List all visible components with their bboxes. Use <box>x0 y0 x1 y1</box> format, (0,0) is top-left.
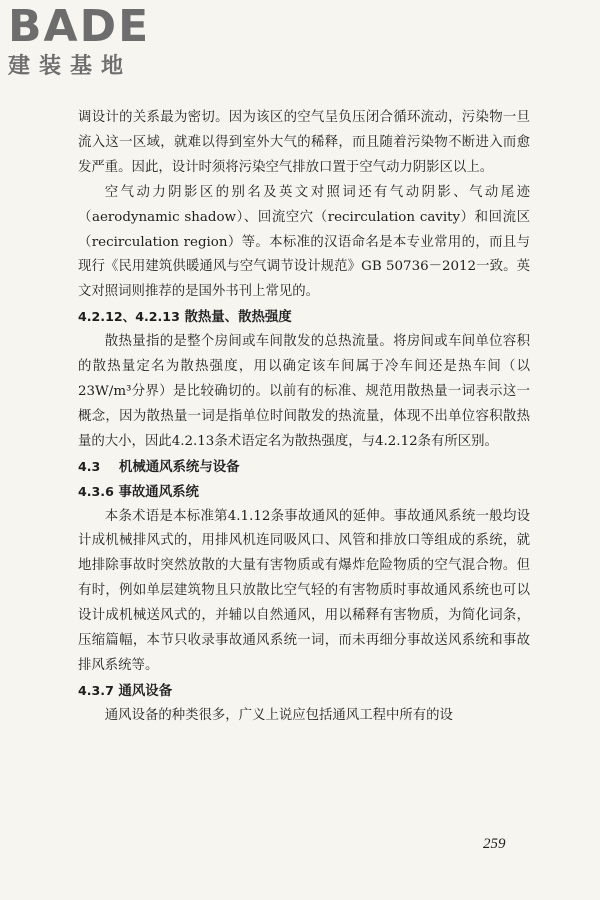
section-heading-4-3-7 <box>78 679 530 704</box>
paragraph-ventilation-equipment: 通风设备的种类很多，广义上说应包括通风工程中所有的设 <box>104 707 453 723</box>
page-number: 259 <box>483 836 506 852</box>
logo-brand: BADE <box>8 1 151 52</box>
paragraph-heat-release: 散热量指的是整个房间或车间散发的总热流量。将房间或车间单位容积的散热量定名为散热强度，用以确定该车间属于冷车间还是热车间（以23W/m³分界）是比较确切的。以前有的标准、规范用散热量一词表示这一概念，因为散热量一词是指单位时间散发的热流量，体现不出单位容积散热量的大小，因此4.2.13条术语定名为散热强度，与4.2.12条有所区别。 <box>78 334 530 449</box>
logo <box>8 1 151 82</box>
section-number: 4.3.7 <box>78 682 114 698</box>
paragraph-aerodynamic-shadow: 空气动力阴影区的别名及英文对照词还有气动阴影、气动尾迹（aerodynamic shadow）、回流空穴（recirculation cavity）和回流区（recirculation region）等。本标准的汉语命名是本专业常用的，而且与现行《民用建筑供暖通风与空气调节设计规范》GB 50736－2012一致。英文对照词则推荐的是国外书刊上常见的。 <box>78 184 530 300</box>
paragraph-emergency-ventilation: 本条术语是本标准第4.1.12条事故通风的延伸。事故通风系统一般均设计成机械排风式的，用排风机连同吸风口、风管和排放口等组成的系统，就地排除事故时突然放散的大量有害物质或有爆炸危险物质的空气混合物。但有时，例如单层建筑物且只放散比空气轻的有害物质时事故通风系统也可以设计成机械送风式的，并辅以自然通风，用以稀释有害物质，为简化词条，压缩篇幅，本节只收录事故通风系统一词，而未再细分事故送风系统和事故排风系统等。 <box>78 508 530 673</box>
section-number: 4.3 <box>78 458 101 474</box>
section-heading-4-3-6 <box>78 480 530 505</box>
section-number: 4.3.6 <box>78 483 114 499</box>
section-title: 通风设备 <box>118 682 173 699</box>
section-title: 散热量、散热强度 <box>184 309 292 326</box>
page-body <box>78 106 530 729</box>
section-heading-4-3 <box>78 455 530 480</box>
section-title: 机械通风系统与设备 <box>118 458 240 475</box>
section-number: 4.2.12、4.2.13 <box>78 309 180 325</box>
paragraph-continuation: 调设计的关系最为密切。因为该区的空气呈负压闭合循环流动，污染物一旦流入这一区域，就难以得到室外大气的稀释，而且随着污染物不断进入而愈发严重。因此，设计时须将污染空气排放口置于空气动力阴影区以上。 <box>78 110 530 175</box>
section-heading-4-2-12 <box>78 305 530 330</box>
logo-subtitle: 建装基地 <box>8 54 133 79</box>
section-title: 事故通风系统 <box>118 483 199 500</box>
